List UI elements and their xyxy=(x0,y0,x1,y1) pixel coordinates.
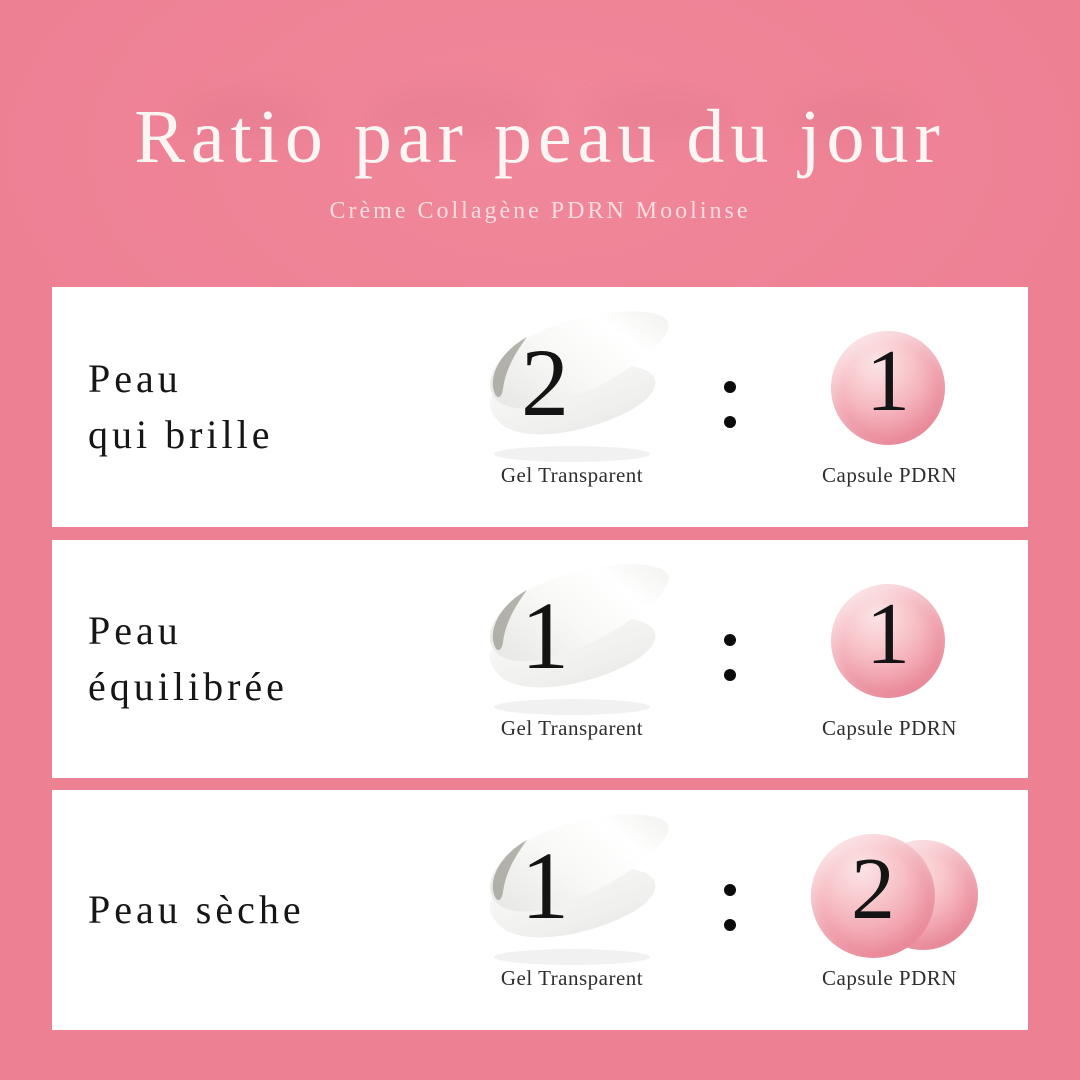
gel-count: 1 xyxy=(521,832,569,939)
gel-label: Gel Transparent xyxy=(500,463,644,487)
capsule-count: 2 xyxy=(851,841,895,938)
gel-smear-image xyxy=(467,307,677,467)
gel-smear-image xyxy=(467,560,677,720)
page-title: Ratio par peau du jour xyxy=(134,95,946,179)
skin-type-line: Peau xyxy=(88,356,182,401)
capsule-count: 1 xyxy=(866,333,910,430)
pdrn-capsule-image xyxy=(811,834,935,958)
ratio-colon-icon xyxy=(724,884,736,954)
skin-type-line: Peau sèche xyxy=(88,887,305,932)
gel-count: 1 xyxy=(521,582,569,689)
capsule-column xyxy=(822,582,1032,714)
capsule-label: Capsule PDRN xyxy=(822,716,957,740)
ratio-colon-icon xyxy=(724,634,736,704)
ratio-colon-icon xyxy=(724,381,736,451)
skin-row-peau-qui-brille xyxy=(52,287,1028,527)
skin-type-label xyxy=(88,882,305,938)
capsule-column xyxy=(822,329,1032,461)
pdrn-capsule-image xyxy=(831,584,945,698)
skin-row-peau-equilibree xyxy=(52,540,1028,778)
capsule-label: Capsule PDRN xyxy=(822,463,957,487)
skin-type-label xyxy=(88,351,274,463)
capsule-column xyxy=(822,832,1032,964)
skin-type-line: équilibrée xyxy=(88,664,288,709)
skin-type-label xyxy=(88,603,288,715)
gel-count: 2 xyxy=(521,329,569,436)
gel-label: Gel Transparent xyxy=(500,716,644,740)
skin-row-peau-seche xyxy=(52,790,1028,1030)
pdrn-capsule-image xyxy=(831,331,945,445)
page-subtitle: Crème Collagène PDRN Moolinse xyxy=(329,198,751,224)
skin-type-line: qui brille xyxy=(88,412,274,457)
gel-label: Gel Transparent xyxy=(500,966,644,990)
skin-type-line: Peau xyxy=(88,608,182,653)
capsule-count: 1 xyxy=(866,586,910,683)
gel-smear-image xyxy=(467,810,677,970)
capsule-label: Capsule PDRN xyxy=(822,966,957,990)
